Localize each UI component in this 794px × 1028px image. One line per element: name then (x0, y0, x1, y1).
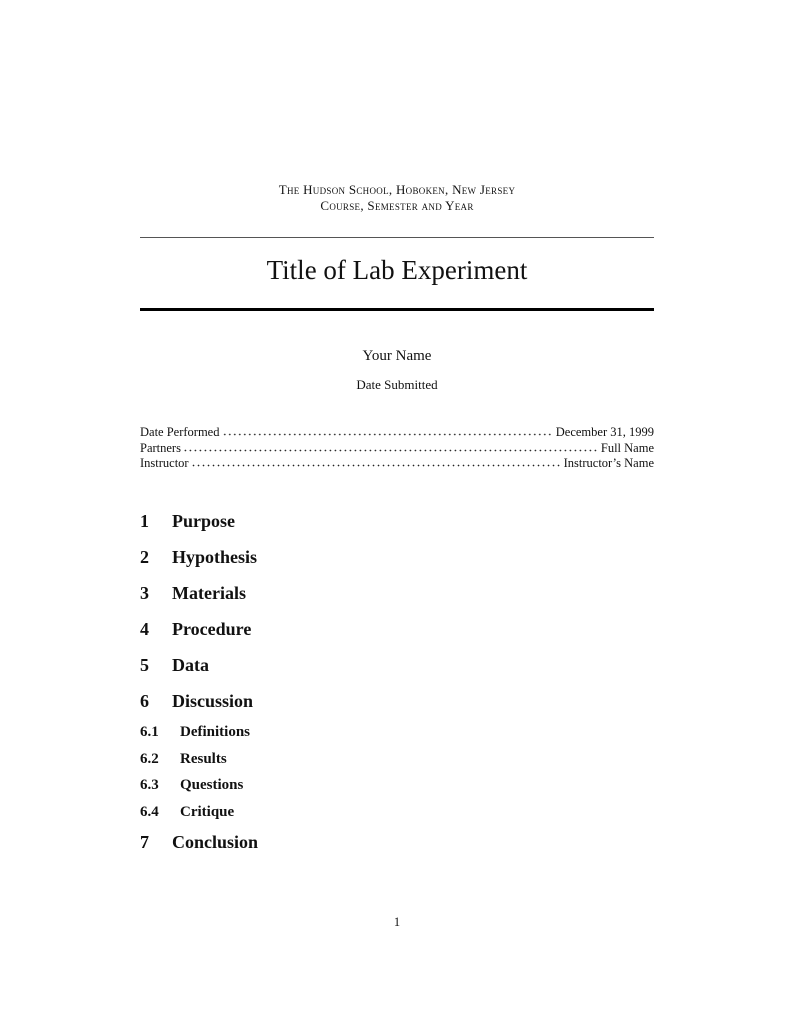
dot-leader (222, 433, 552, 436)
info-label: Instructor (140, 456, 189, 470)
subsection-title: Questions (180, 777, 244, 793)
course-header: Course, Semester and Year (320, 198, 474, 213)
info-label: Partners (140, 440, 181, 455)
bottom-rule (140, 308, 654, 311)
info-row-instructor (140, 456, 654, 472)
section-procedure (140, 618, 251, 640)
info-label: Date Performed (140, 425, 220, 439)
section-number: 7 (140, 832, 149, 852)
section-number: 6 (140, 691, 149, 711)
section-materials (140, 582, 246, 604)
info-value: Instructor’s Name (563, 456, 654, 470)
page-title: Title of Lab Experiment (266, 255, 528, 285)
info-value: December 31, 1999 (555, 425, 654, 439)
date-submitted: Date Submitted (356, 377, 438, 392)
page-number: 1 (393, 915, 401, 929)
dot-leader (184, 449, 598, 452)
section-discussion (140, 690, 253, 712)
section-hypothesis (140, 546, 257, 568)
dot-leader (192, 464, 561, 467)
section-title: Data (172, 655, 209, 675)
subsection-definitions (140, 723, 250, 741)
section-title: Purpose (172, 511, 235, 531)
subsection-title: Critique (180, 804, 235, 820)
section-number: 1 (140, 511, 149, 531)
subsection-title: Definitions (180, 724, 251, 740)
subsection-title: Results (180, 751, 227, 767)
top-rule (140, 237, 654, 238)
section-title: Conclusion (172, 832, 259, 852)
section-title: Materials (172, 583, 246, 603)
section-title: Hypothesis (172, 547, 258, 567)
section-data (140, 654, 209, 676)
subsection-number: 6.3 (140, 777, 159, 793)
subsection-questions (140, 776, 243, 794)
info-table (140, 425, 654, 472)
subsection-critique (140, 803, 234, 821)
section-purpose (140, 510, 235, 532)
subsection-number: 6.4 (140, 804, 159, 820)
subsection-number: 6.1 (140, 724, 159, 740)
info-row-date-performed (140, 425, 654, 441)
author-name: Your Name (362, 348, 432, 364)
subsection-number: 6.2 (140, 751, 159, 767)
school-header: The Hudson School, Hoboken, New Jersey (278, 182, 516, 197)
section-number: 5 (140, 655, 149, 675)
subsection-results (140, 750, 227, 768)
info-value: Full Name (600, 440, 654, 455)
section-title: Discussion (172, 691, 254, 711)
section-number: 3 (140, 583, 149, 603)
section-title: Procedure (172, 619, 252, 639)
section-number: 2 (140, 547, 149, 567)
section-conclusion (140, 831, 258, 853)
section-number: 4 (140, 619, 149, 639)
info-row-partners (140, 441, 654, 457)
